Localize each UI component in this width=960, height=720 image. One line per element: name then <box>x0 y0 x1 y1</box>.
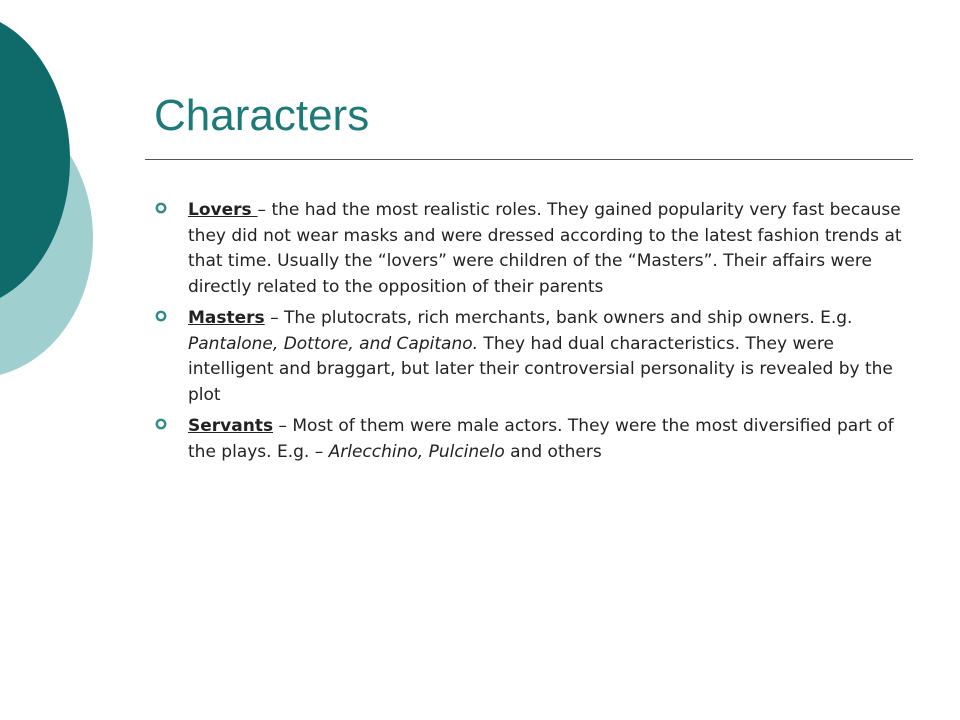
bullet-text: and others <box>504 441 602 462</box>
bullet-ring-icon <box>155 418 171 434</box>
bullet-masters <box>155 306 905 408</box>
bullet-ring-icon <box>155 202 171 218</box>
bullet-list <box>155 198 905 471</box>
bullet-term: Masters <box>188 308 265 328</box>
bullet-servants <box>155 414 905 465</box>
bullet-ring-icon <box>155 310 171 326</box>
bullet-examples: Pantalone, Dottore, and Capitano. <box>188 333 479 354</box>
bullet-lovers <box>155 198 905 300</box>
bullet-text: They had dual characteristics. They were intelligent and braggart, but later their controversial personality is revealed by the plot <box>188 333 893 405</box>
bullet-term: Servants <box>188 416 274 436</box>
bullet-examples: Arlecchino, Pulcinelo <box>328 441 505 462</box>
title-divider <box>145 159 913 160</box>
slide-title: Characters <box>154 91 370 140</box>
bullet-text: – Most of them were male actors. They were the most diversified part of the plays. E.g. – <box>188 416 894 462</box>
slide-decoration <box>0 0 120 400</box>
bullet-term: Lovers <box>188 200 258 220</box>
bullet-text: – the had the most realistic roles. They gained popularity very fast because they did not wear masks and were dressed according to the latest fashion trends at that time. Usually the “lovers” were children of the “Masters”. Their affairs were directly related to the opposition of their parents <box>188 200 902 297</box>
bullet-text: – The plutocrats, rich merchants, bank owners and ship owners. E.g. <box>264 308 853 328</box>
